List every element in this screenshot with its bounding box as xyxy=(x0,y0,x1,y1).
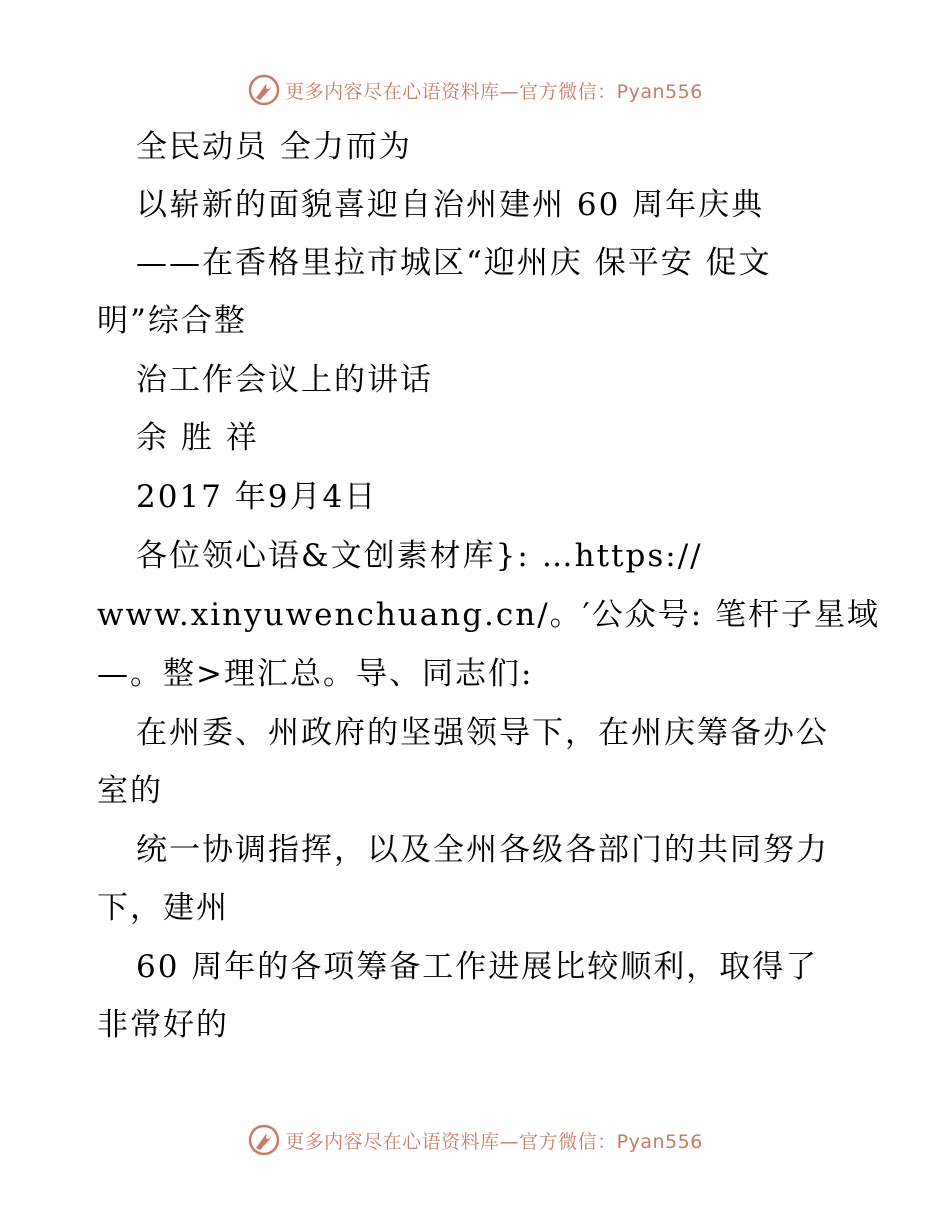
title-line-2: 以崭新的面貌喜迎自治州建州 60 周年庆典 xyxy=(136,187,765,223)
body-line: 在州委、州政府的坚强领导下，在州庆筹备办公 xyxy=(136,715,829,751)
watermark-header xyxy=(0,70,950,110)
pen-nib-logo-icon xyxy=(247,73,281,107)
pen-nib-logo-icon xyxy=(247,1123,281,1157)
watermark-text: 更多内容尽在心语资料库—官方微信：Pyan556 xyxy=(285,80,703,103)
title-line-1: 全民动员 全力而为 xyxy=(136,129,412,165)
subtitle-line-2: 明”综合整 xyxy=(97,303,247,339)
body-line: 非常好的 xyxy=(97,1007,229,1043)
body-line: www.xinyuwenchuang.cn/。′公众号: 笔杆子星域 xyxy=(97,597,881,633)
body-line: 室的 xyxy=(97,773,163,809)
author: 余 胜 祥 xyxy=(136,420,259,456)
subtitle-line-1: ——在香格里拉市城区“迎州庆 保平安 促文 xyxy=(136,245,772,281)
body-line: 各位领心语&文创素材库}: …https:// xyxy=(136,538,703,574)
body-line: 统一协调指挥，以及全州各级各部门的共同努力 xyxy=(136,832,829,868)
body-line: 下，建州 xyxy=(97,890,229,926)
subtitle-line-3: 治工作会议上的讲话 xyxy=(136,362,433,398)
body-line: —。整>理汇总。导、同志们: xyxy=(97,656,534,692)
watermark-text: 更多内容尽在心语资料库—官方微信：Pyan556 xyxy=(285,1130,703,1153)
body-line: 60 周年的各项筹备工作进展比较顺利，取得了 xyxy=(136,949,819,985)
watermark-footer xyxy=(0,1120,950,1160)
date: 2017 年9月4日 xyxy=(136,479,378,515)
